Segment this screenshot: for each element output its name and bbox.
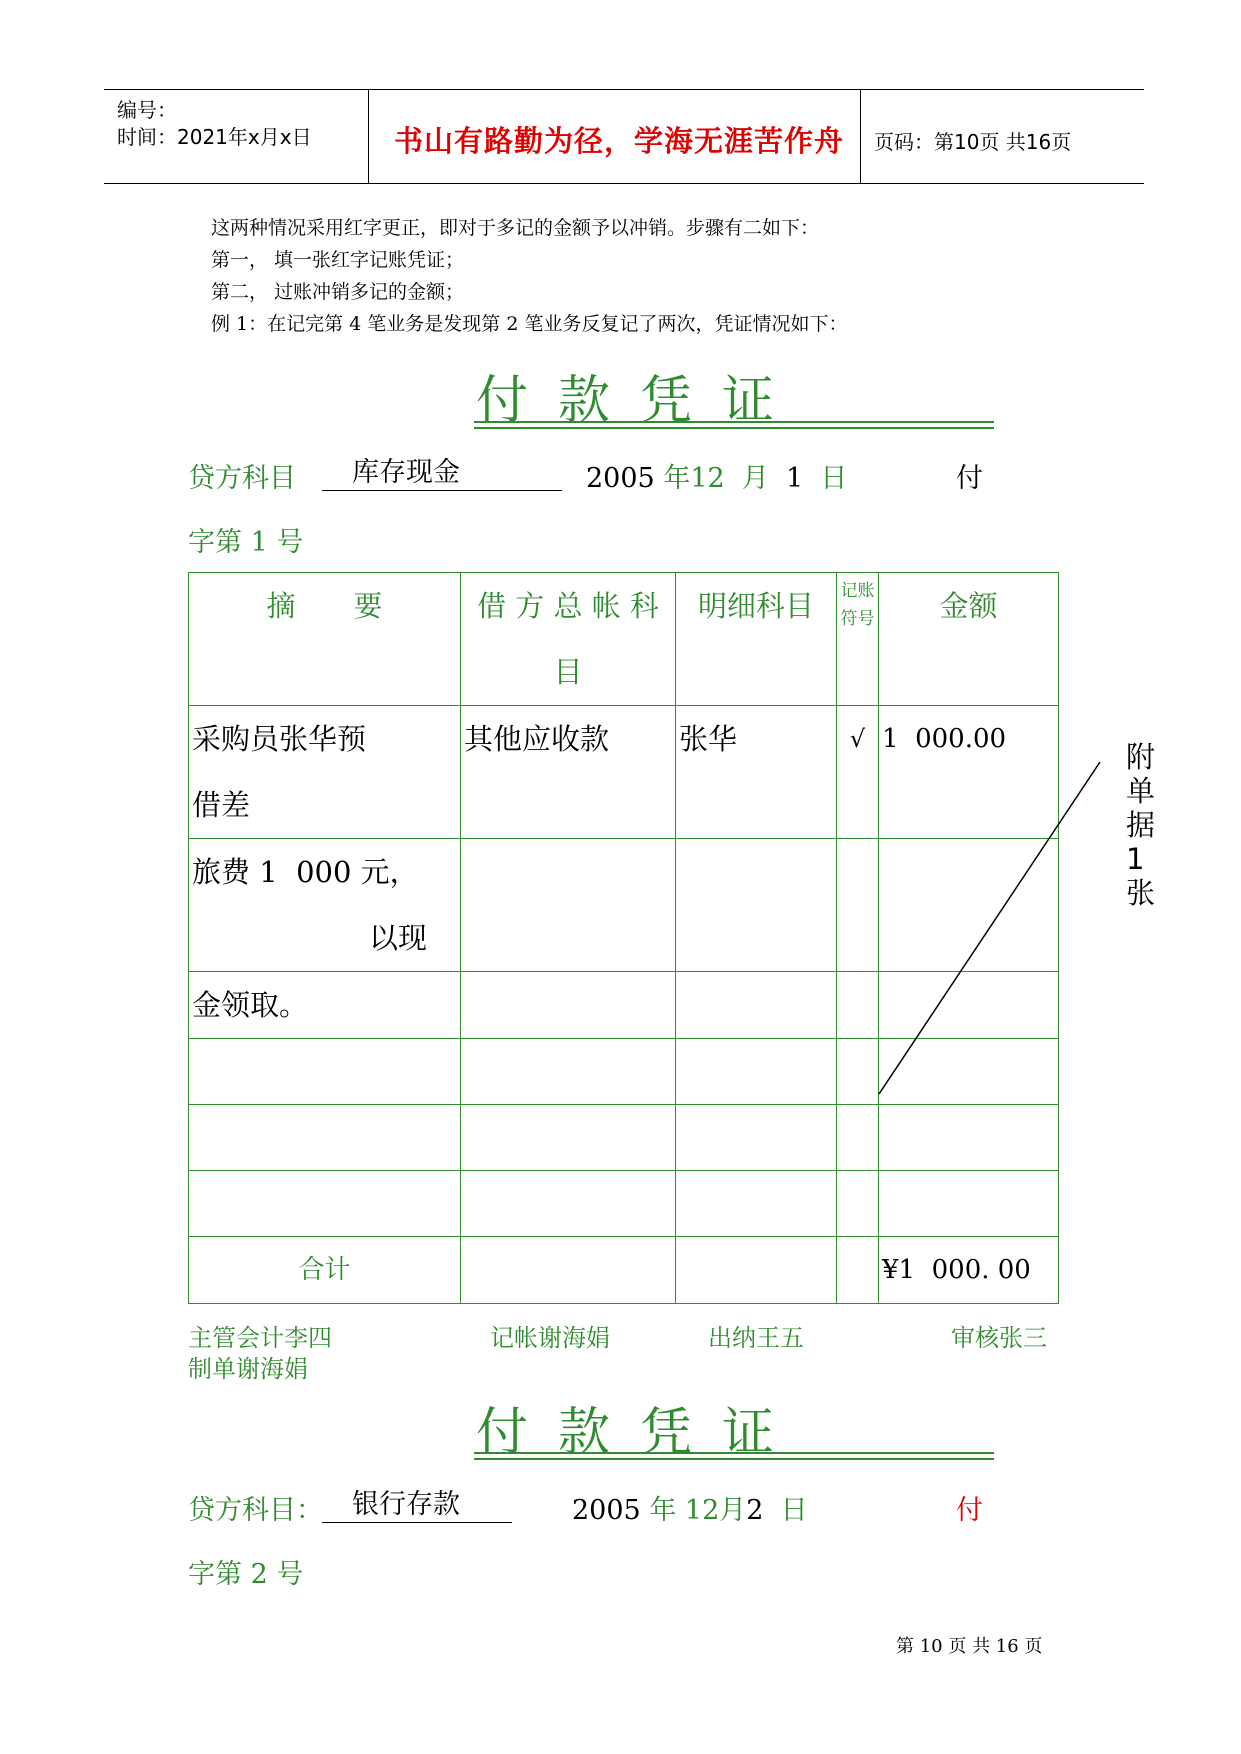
- row3-summary: 金领取。: [189, 972, 461, 1039]
- row1-amount: 1 000.00: [879, 706, 1059, 839]
- voucher2-credit-value: [322, 1488, 512, 1523]
- voucher1-type-char: 付: [956, 463, 983, 494]
- voucher1-date-day: 1: [786, 463, 804, 494]
- voucher1-credit-label: 贷方科目: [188, 463, 296, 494]
- header-motto: 书山有路勤为径，学海无涯苦作舟: [394, 124, 845, 158]
- row2-detail: [676, 839, 837, 972]
- row2-account: [461, 839, 676, 972]
- header-page-label: 页码：第10页 共16页: [874, 130, 1072, 154]
- voucher2-date-day-char: 日: [780, 1495, 808, 1526]
- voucher2-date: [572, 1488, 808, 1527]
- table-total-row: [189, 1237, 1059, 1304]
- voucher1-date-year-char: 年: [663, 463, 691, 494]
- voucher2-title-underline: [474, 1452, 994, 1460]
- voucher2-title: 付款凭证: [476, 1403, 805, 1463]
- footer-page-number: 第 10 页 共 16 页: [896, 1636, 1043, 1657]
- voucher1-attachment: 附单据1张: [1126, 740, 1156, 910]
- voucher2-date-year-char: 年: [649, 1495, 677, 1526]
- row1-detail: 张华: [676, 706, 837, 839]
- header-divider-left: [368, 89, 369, 183]
- row1-summary: 采购员张华预 借差: [189, 706, 461, 839]
- voucher2-date-day: 2: [746, 1495, 764, 1526]
- header-bottom-rule: [104, 183, 1144, 184]
- row1-account: 其他应收款: [461, 706, 676, 839]
- col-header-amount: 金额: [879, 573, 1059, 706]
- table-row: [189, 1171, 1059, 1237]
- voucher1-credit-value-text: 库存现金: [352, 457, 460, 488]
- voucher1-date-month-char: 月: [741, 463, 769, 494]
- col-header-account: 借 方 总 帐 科 目: [461, 573, 676, 706]
- voucher1-date-month: 12: [690, 463, 725, 494]
- header-top-rule: [104, 89, 1144, 90]
- intro-line-3: 第二， 过账冲销多记的金额；: [211, 281, 465, 303]
- voucher2-date-month-char: 月: [719, 1495, 747, 1526]
- voucher1-number-line: 字第 1 号: [188, 527, 304, 558]
- row1-check: √: [837, 706, 879, 839]
- sig-preparer: 制单谢海娟: [188, 1355, 308, 1383]
- voucher1-title: 付款凭证: [476, 371, 805, 431]
- intro-paragraph: [211, 212, 1111, 340]
- voucher2-date-year: 2005: [572, 1495, 641, 1526]
- intro-line-1: 这两种情况采用红字更正，即对于多记的金额予以冲销。步骤有二如下：: [211, 217, 820, 239]
- diagonal-strike-line: [870, 750, 1110, 1100]
- voucher2-number-line: 字第 2 号: [188, 1559, 304, 1590]
- voucher1-title-underline: [474, 421, 994, 429]
- col-header-posting: 记账 符号: [837, 573, 879, 706]
- sig-cashier: 出纳王五: [708, 1324, 804, 1352]
- voucher2-credit-label: 贷方科目：: [188, 1495, 323, 1526]
- intro-line-2: 第一， 填一张红字记账凭证；: [211, 249, 465, 271]
- voucher1-date: [586, 456, 847, 495]
- sig-bookkeeper: 记帐谢海娟: [490, 1324, 610, 1352]
- col-header-summary: 摘 要: [189, 573, 461, 706]
- total-amount: ¥1 000. 00: [879, 1237, 1059, 1304]
- table-header-row: [189, 573, 1059, 706]
- sig-auditor: 审核张三: [951, 1324, 1047, 1352]
- table-row: [189, 1105, 1059, 1171]
- voucher2-type-char: 付: [956, 1495, 983, 1526]
- voucher1-credit-value: [322, 456, 562, 491]
- intro-line-4: 例 1：在记完第 4 笔业务是发现第 2 笔业务反复记了两次，凭证情况如下：: [211, 313, 848, 335]
- voucher2-date-month: 12: [684, 1495, 720, 1526]
- total-label: 合计: [189, 1237, 461, 1304]
- header-time-label: 时间：2021年x月x日: [117, 125, 312, 149]
- voucher1-date-day-char: 日: [820, 463, 848, 494]
- header-number-label: 编号：: [117, 98, 177, 122]
- col-header-detail: 明细科目: [676, 573, 837, 706]
- voucher2-credit-value-text: 银行存款: [352, 1489, 460, 1520]
- voucher1-date-year: 2005: [586, 463, 655, 494]
- row2-summary: 旅费 1 000 元， 以现: [189, 839, 461, 972]
- sig-supervisor: 主管会计李四: [188, 1324, 332, 1352]
- header-divider-right: [860, 89, 861, 183]
